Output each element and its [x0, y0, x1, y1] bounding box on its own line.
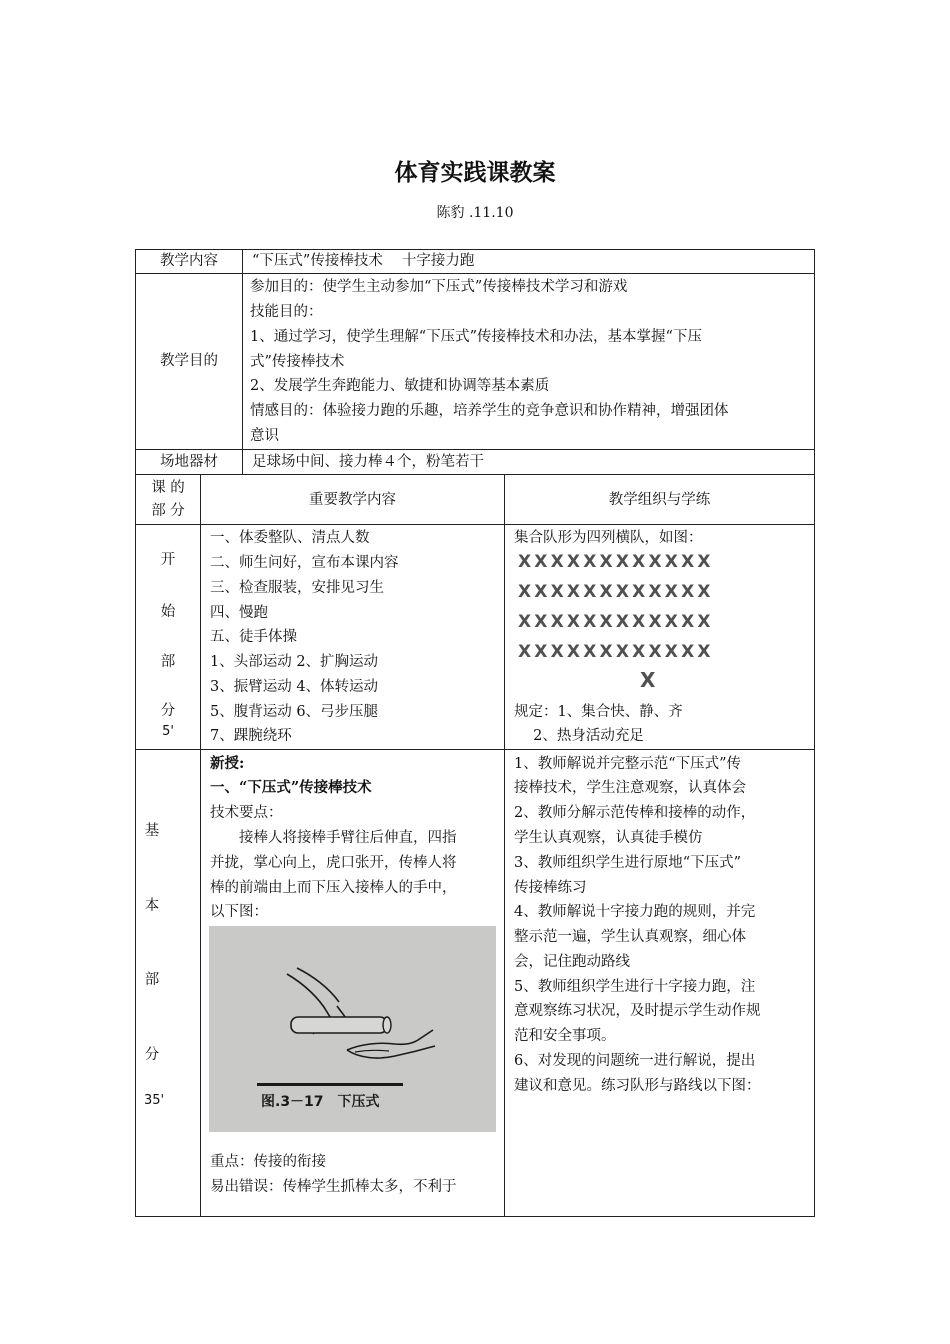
org-line: 建议和意见。练习队形与路线以下图： — [514, 1078, 761, 1094]
org-line: 传接棒练习 — [514, 880, 587, 896]
key-points-line: 并拢，掌心向上，虎口张开，传棒人将 — [210, 855, 457, 871]
purpose-label: 教学目的 — [160, 353, 218, 369]
formation-row: XXXXXXXXXXXX — [518, 582, 714, 602]
org-line: 1、教师解说并完整示范“下压式”传 — [514, 756, 742, 772]
part-char: 基 — [144, 823, 160, 839]
part-time: 5' — [162, 724, 174, 739]
col-divider-part — [200, 474, 201, 1217]
org-line: 意观察练习状况，及时提示学生动作规 — [514, 1003, 761, 1019]
start-content-line: 7、踝腕绕环 — [210, 728, 292, 744]
equipment-value: 足球场中间、接力棒４个，粉笔若干 — [252, 454, 484, 470]
focus-point: 重点：传接的衔接 — [210, 1154, 326, 1170]
content-header: 重要教学内容 — [309, 492, 396, 508]
common-errors: 易出错误：传棒学生抓棒太多，不利于 — [210, 1179, 457, 1195]
topic-heading: 一、“下压式”传接棒技术 — [210, 779, 372, 796]
start-content-line: 一、体委整队、清点人数 — [210, 530, 370, 546]
org-line: 整示范一遍，学生认真观察，细心体 — [514, 929, 746, 945]
equipment-label: 场地器材 — [160, 454, 218, 470]
part-char: 始 — [160, 604, 176, 620]
key-points-line: 接棒人将接棒手臂往后伸直，四指 — [210, 830, 457, 846]
org-line: 3、教师组织学生进行原地“下压式” — [514, 855, 742, 871]
part-char: 本 — [144, 898, 160, 914]
formation-row: XXXXXXXXXXXX — [518, 642, 714, 662]
purpose-line: 意识 — [250, 428, 279, 444]
formation-row: XXXXXXXXXXXX — [518, 552, 714, 572]
table-border-bottom — [135, 1216, 815, 1217]
part-time: 35' — [143, 1093, 165, 1108]
key-points-label: 技术要点： — [210, 805, 283, 821]
purpose-line: 参加目的：使学生主动参加“下压式”传接棒技术学习和游戏 — [250, 279, 628, 295]
org-line: 学生认真观察，认真徒手模仿 — [514, 830, 703, 846]
figure-caption: 图.3－17 下压式 — [261, 1094, 380, 1110]
baton-pass-figure — [209, 926, 496, 1132]
org-line: 6、对发现的问题统一进行解说，提出 — [514, 1053, 756, 1069]
row-divider — [135, 749, 815, 750]
org-line: 范和安全事项。 — [514, 1028, 616, 1044]
start-content-line: 5、腹背运动 6、弓步压腿 — [210, 704, 379, 720]
baton-hands-illustration — [209, 926, 496, 1132]
start-content-line: 1、头部运动 2、扩胸运动 — [210, 654, 379, 670]
part-header-line2: 部 分 — [151, 503, 185, 519]
start-content-line: 四、慢跑 — [210, 605, 268, 621]
col-divider-org — [504, 474, 505, 1217]
part-char: 开 — [160, 552, 176, 568]
content-label: 教学内容 — [160, 253, 218, 269]
org-line: 接棒技术，学生注意观察，认真体会 — [514, 780, 746, 796]
start-content-line: 3、振臂运动 4、体转运动 — [210, 679, 379, 695]
purpose-line: 2、发展学生奔跑能力、敏捷和协调等基本素质 — [250, 378, 550, 394]
key-points-line: 棒的前端由上而下压入接棒人的手中， — [210, 880, 457, 896]
purpose-line: 1、通过学习，使学生理解“下压式”传接棒技术和办法，基本掌握“下压 — [250, 329, 702, 345]
purpose-line: 情感目的：体验接力跑的乐趣，培养学生的竞争意识和协作精神，增强团体 — [250, 403, 729, 419]
org-line: 会，记住跑动路线 — [514, 954, 630, 970]
formation-row: XXXXXXXXXXXX — [518, 612, 714, 632]
new-lesson-label: 新授: — [210, 755, 245, 772]
formation-teacher: X — [640, 668, 656, 692]
row-divider — [135, 524, 815, 525]
start-content-line: 二、师生问好，宣布本课内容 — [210, 555, 399, 571]
document-title: 体育实践课教案 — [394, 160, 556, 186]
part-char: 分 — [144, 1047, 160, 1063]
part-char: 分 — [160, 703, 176, 719]
org-line: 4、教师解说十字接力跑的规则，并完 — [514, 904, 756, 920]
formation-rule: 2、热身活动充足 — [514, 728, 644, 744]
part-header-line1: 课 的 — [151, 480, 185, 496]
table-border-right — [814, 249, 815, 1217]
author-date: 陈豹 .11.10 — [436, 205, 514, 221]
part-char: 部 — [144, 972, 160, 988]
start-content-line: 五、徒手体操 — [210, 629, 297, 645]
formation-intro: 集合队形为四列横队，如图： — [514, 530, 703, 546]
content-value: “下压式”传接棒技术 十字接力跑 — [252, 253, 475, 269]
org-line: 5、教师组织学生进行十字接力跑，注 — [514, 979, 756, 995]
org-header: 教学组织与学练 — [608, 492, 711, 508]
org-line: 2、教师分解示范传棒和接棒的动作， — [514, 805, 756, 821]
formation-rule: 规定：1、集合快、静、齐 — [514, 704, 683, 720]
part-char: 部 — [160, 654, 176, 670]
purpose-line: 技能目的： — [250, 304, 323, 320]
key-points-line: 以下图： — [210, 904, 268, 920]
purpose-line: 式”传接棒技术 — [250, 354, 345, 370]
start-content-line: 三、检查服装，安排见习生 — [210, 580, 384, 596]
col-divider-top — [242, 249, 243, 475]
